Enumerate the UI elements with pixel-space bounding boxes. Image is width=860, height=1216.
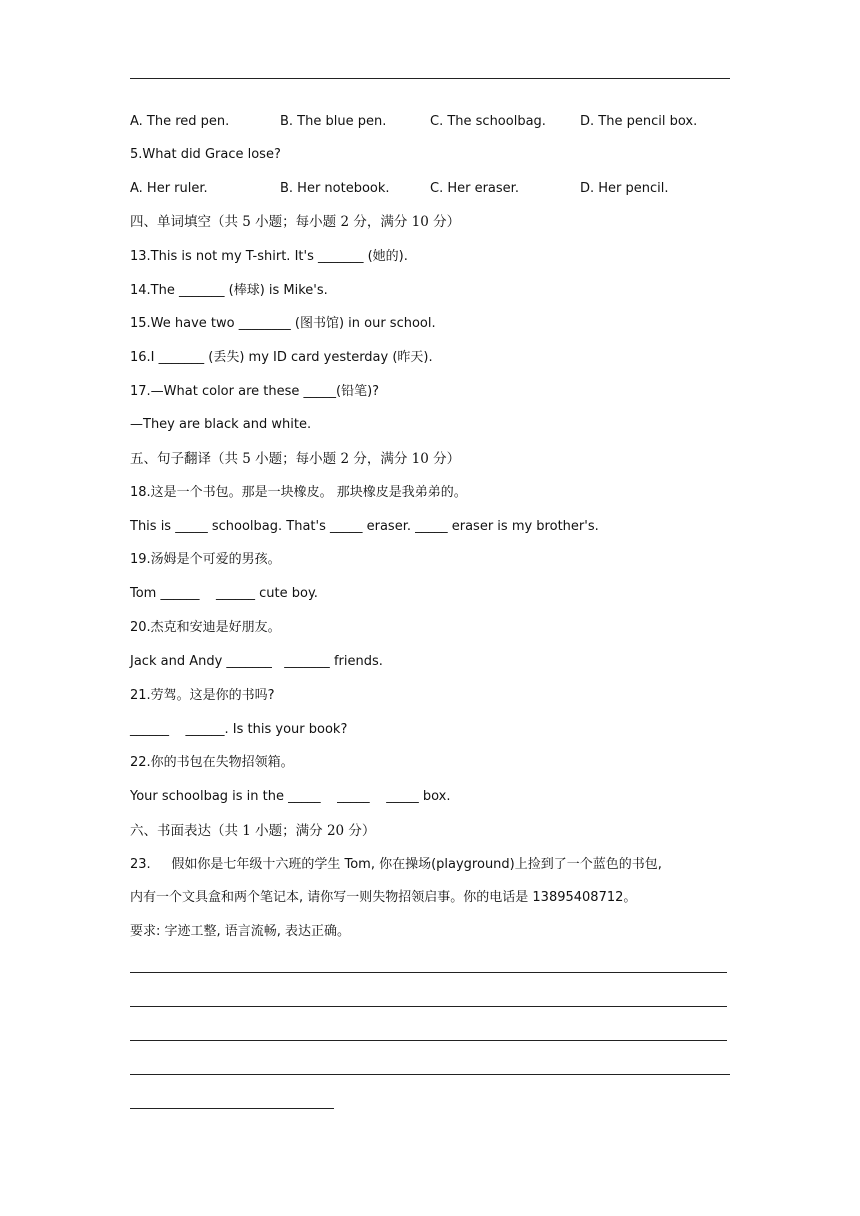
section4-item-14: 14.The _______ (棒球) is Mike's. (130, 283, 328, 298)
q5-option-a: A. Her ruler. (130, 181, 208, 196)
section5-title: 五、句子翻译（共 5 小题；每小题 2 分，满分 10 分） (130, 451, 461, 467)
essay-writing-line[interactable] (130, 1040, 727, 1041)
q4-option-d: D. The pencil box. (580, 114, 698, 129)
essay-writing-line[interactable] (130, 1108, 334, 1109)
section5-item-22-cn: 22.你的书包在失物招领箱。 (130, 755, 294, 770)
essay-writing-line[interactable] (130, 1006, 727, 1007)
section5-item-21-cn: 21.劳驾。这是你的书吗? (130, 688, 275, 703)
section6-prompt-line1: 23. 假如你是七年级十六班的学生 Tom, 你在操场(playground)上捡到了一个蓝色的书包, (130, 857, 662, 872)
section4-item-15: 15.We have two ________ (图书馆) in our school. (130, 316, 436, 331)
section5-item-18-en: This is _____ schoolbag. That's _____ eraser. _____ eraser is my brother's. (130, 519, 599, 534)
section5-item-20-en: Jack and Andy _______ _______ friends. (130, 654, 383, 669)
section6-prompt-line2: 内有一个文具盒和两个笔记本, 请你写一则失物招领启事。你的电话是 13895408712。 (130, 890, 637, 905)
section4-title: 四、单词填空（共 5 小题；每小题 2 分，满分 10 分） (130, 214, 461, 230)
q4-option-c: C. The schoolbag. (430, 114, 546, 129)
section6-requirement: 要求: 字迹工整, 语言流畅, 表达正确。 (130, 924, 351, 939)
section4-item-13: 13.This is not my T-shirt. It's _______ (她的). (130, 249, 408, 264)
q5-question: 5.What did Grace lose? (130, 147, 281, 162)
section4-item-16: 16.I _______ (丢失) my ID card yesterday (昨天). (130, 350, 433, 365)
section5-item-21-en: ______ ______. Is this your book? (130, 722, 348, 737)
essay-writing-line[interactable] (130, 972, 727, 973)
section5-item-19-cn: 19.汤姆是个可爱的男孩。 (130, 552, 281, 567)
q5-option-c: C. Her eraser. (430, 181, 519, 196)
section4-item-17-answer: —They are black and white. (130, 417, 312, 432)
essay-writing-line[interactable] (130, 1074, 730, 1075)
section5-item-22-en: Your schoolbag is in the _____ _____ _____ box. (130, 789, 451, 804)
q5-option-b: B. Her notebook. (280, 181, 390, 196)
q5-option-d: D. Her pencil. (580, 181, 669, 196)
section5-item-20-cn: 20.杰克和安迪是好朋友。 (130, 620, 281, 635)
q4-option-a: A. The red pen. (130, 114, 230, 129)
q4-option-b: B. The blue pen. (280, 114, 387, 129)
section5-item-19-en: Tom ______ ______ cute boy. (130, 586, 318, 601)
section4-item-17: 17.—What color are these _____(铅笔)? (130, 384, 380, 399)
section6-title: 六、书面表达（共 1 小题；满分 20 分） (130, 823, 376, 839)
header-rule (130, 78, 730, 79)
section5-item-18-cn: 18.这是一个书包。那是一块橡皮。 那块橡皮是我弟弟的。 (130, 485, 467, 500)
